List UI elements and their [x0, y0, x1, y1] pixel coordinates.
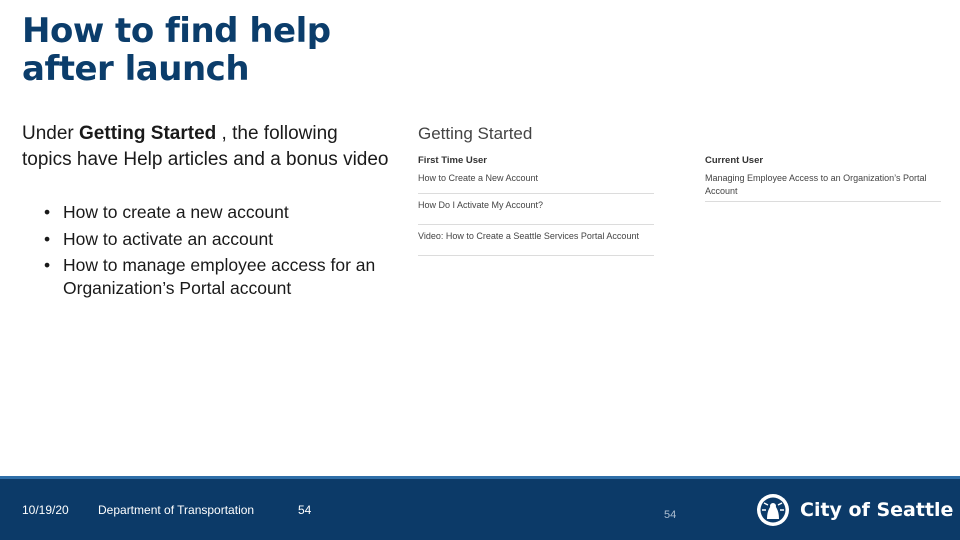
getting-started-heading: Getting Started [418, 124, 533, 143]
footer-accent-stripe [0, 476, 960, 479]
help-link-video-portal-account[interactable]: Video: How to Create a Seattle Services Portal Account [418, 230, 654, 256]
footer-bar [0, 476, 960, 540]
topic-bullet-list [44, 201, 394, 304]
bullet-item: • How to manage employee access for an Organization’s Portal account [44, 254, 394, 300]
current-user-column [705, 154, 941, 202]
bullet-item: • How to activate an account [44, 228, 394, 251]
bullet-item: • How to create a new account [44, 201, 394, 224]
first-time-user-header: First Time User [418, 155, 487, 166]
intro-text [22, 121, 392, 173]
intro-text-after: , the following topics have Help articles and a bonus video [22, 123, 389, 170]
footer-date: 10/19/20 [22, 503, 69, 517]
current-user-header: Current User [705, 155, 764, 166]
city-seal-icon [756, 493, 790, 527]
city-of-seattle-logo [756, 492, 953, 528]
help-link-activate-account[interactable]: How Do I Activate My Account? [418, 199, 654, 225]
slide-title: How to find help after launch [22, 11, 331, 89]
slide-number: 54 [664, 509, 677, 521]
logo-text: City of Seattle [800, 499, 954, 521]
help-link-create-account[interactable]: How to Create a New Account [418, 172, 654, 194]
help-link-manage-employee-access[interactable]: Managing Employee Access to an Organization’s Portal Account [705, 172, 941, 202]
first-time-user-column [418, 154, 654, 261]
footer-page-number: 54 [298, 503, 312, 517]
getting-started-screenshot [412, 118, 952, 278]
intro-text-bold: Getting Started [79, 123, 217, 144]
intro-text-before: Under [22, 123, 80, 144]
footer-department: Department of Transportation [98, 503, 255, 517]
